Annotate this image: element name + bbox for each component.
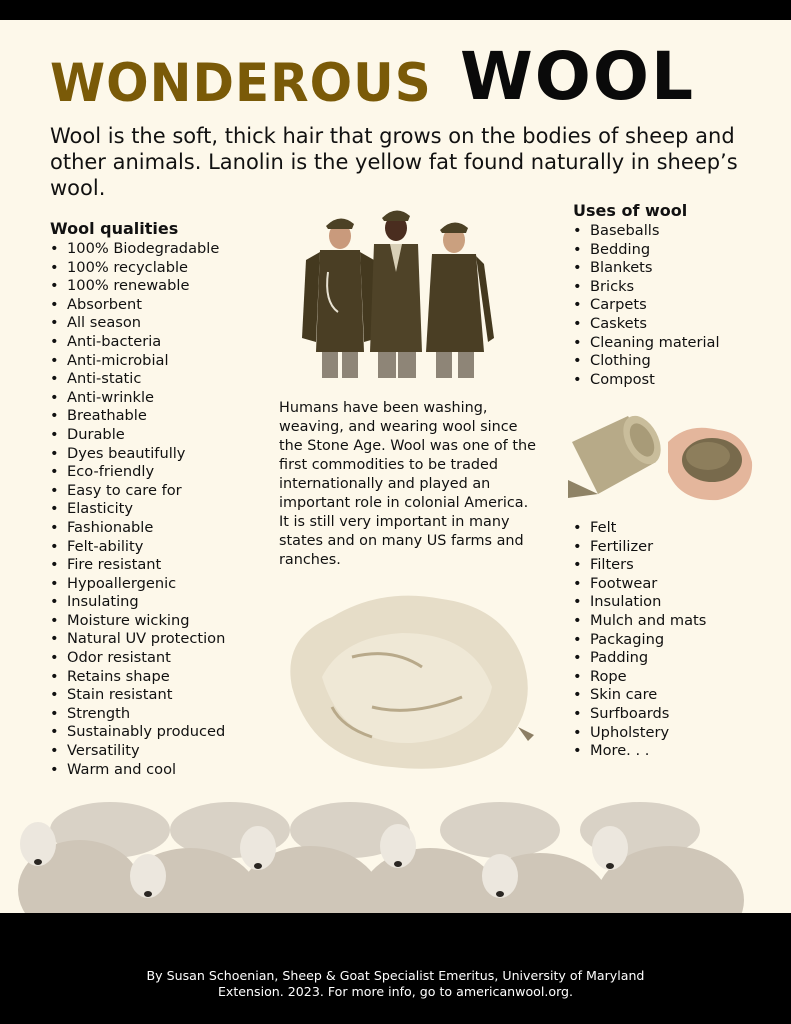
wool-roll xyxy=(568,410,668,498)
wool-qualities-heading: Wool qualities xyxy=(50,219,179,238)
list-item: • All season xyxy=(50,314,225,333)
history-text: Humans have been washing, weaving, and wearing wool since the Stone Age. Wool was one of the first commodities to be traded internationally and played an important role in colonial America. It is still very important in many states and on many US farms and ranches. xyxy=(279,400,536,568)
list-item: • Odor resistant xyxy=(50,649,225,668)
list-item: • Baseballs xyxy=(573,222,720,241)
list-item: • Hypoallergenic xyxy=(50,575,225,594)
list-item: • Insulating xyxy=(50,593,225,612)
list-item: • Strength xyxy=(50,705,225,724)
list-item: • Anti-microbial xyxy=(50,352,225,371)
list-item: • Retains shape xyxy=(50,668,225,687)
list-item: • Upholstery xyxy=(573,724,706,743)
intro-text: Wool is the soft, thick hair that grows on the bodies of sheep and other animals. Lanolin is the yellow fat found naturally in sheep’s wool. xyxy=(50,124,738,200)
list-item: • Footwear xyxy=(573,575,706,594)
list-item: • 100% renewable xyxy=(50,277,225,296)
list-item: • Surfboards xyxy=(573,705,706,724)
wool-products-photo xyxy=(568,402,754,502)
title-wonderous: WONDEROUS xyxy=(50,52,432,114)
list-item: • Anti-static xyxy=(50,370,225,389)
list-item: • Fertilizer xyxy=(573,538,706,557)
list-item: • Moisture wicking xyxy=(50,612,225,631)
list-item: • Warm and cool xyxy=(50,761,225,780)
list-item: • Caskets xyxy=(573,315,720,334)
list-item: • Elasticity xyxy=(50,500,225,519)
list-item: • Padding xyxy=(573,649,706,668)
list-item: • Eco-friendly xyxy=(50,463,225,482)
sheep-flock-photo xyxy=(0,780,791,913)
list-item: • Felt-ability xyxy=(50,538,225,557)
list-item: • Fashionable xyxy=(50,519,225,538)
flyer-page xyxy=(0,20,791,913)
hand-with-pellets xyxy=(668,428,752,500)
list-item: • Mulch and mats xyxy=(573,612,706,631)
credit-footer xyxy=(0,968,791,1000)
list-item: • Felt xyxy=(573,519,706,538)
list-item: • Packaging xyxy=(573,631,706,650)
list-item: • Dyes beautifully xyxy=(50,445,225,464)
soldier-right xyxy=(426,222,494,378)
list-item: • Anti-wrinkle xyxy=(50,389,225,408)
raw-fleece-photo xyxy=(272,577,544,777)
uses-list-bottom xyxy=(573,519,706,761)
list-item: • Clothing xyxy=(573,352,720,371)
uses-of-wool-continued xyxy=(573,519,706,761)
list-item: • Natural UV protection xyxy=(50,630,225,649)
soldier-middle xyxy=(370,210,422,378)
wool-qualities-section xyxy=(50,219,225,779)
list-item: • Blankets xyxy=(573,259,720,278)
list-item: • Durable xyxy=(50,426,225,445)
list-item: • Absorbent xyxy=(50,296,225,315)
list-item: • Stain resistant xyxy=(50,686,225,705)
list-item: • Anti-bacteria xyxy=(50,333,225,352)
list-item: • Cleaning material xyxy=(573,334,720,353)
page-title xyxy=(50,38,750,115)
wool-qualities-list xyxy=(50,240,225,779)
list-item: • 100% Biodegradable xyxy=(50,240,225,259)
uses-of-wool-heading: Uses of wool xyxy=(573,201,688,220)
list-item: • Bedding xyxy=(573,241,720,260)
list-item: • Compost xyxy=(573,371,720,390)
list-item: • Sustainably produced xyxy=(50,723,225,742)
uses-of-wool-section xyxy=(573,201,720,389)
list-item: • Rope xyxy=(573,668,706,687)
list-item: • Easy to care for xyxy=(50,482,225,501)
list-item: • Insulation xyxy=(573,593,706,612)
list-item: • More. . . xyxy=(573,742,706,761)
list-item: • Filters xyxy=(573,556,706,575)
footer-line-2: Extension. 2023. For more info, go to americanwool.org. xyxy=(217,984,574,999)
list-item: • Versatility xyxy=(50,742,225,761)
list-item: • Fire resistant xyxy=(50,556,225,575)
list-item: • 100% recyclable xyxy=(50,259,225,278)
uses-list-top xyxy=(573,222,720,389)
soldier-left xyxy=(302,218,378,378)
list-item: • Carpets xyxy=(573,296,720,315)
title-wool: WOOL xyxy=(460,38,696,115)
list-item: • Skin care xyxy=(573,686,706,705)
footer-line-1: By Susan Schoenian, Sheep & Goat Specialist Emeritus, University of Maryland xyxy=(146,968,645,983)
soldiers-photo xyxy=(298,202,494,380)
list-item: • Breathable xyxy=(50,407,225,426)
list-item: • Bricks xyxy=(573,278,720,297)
